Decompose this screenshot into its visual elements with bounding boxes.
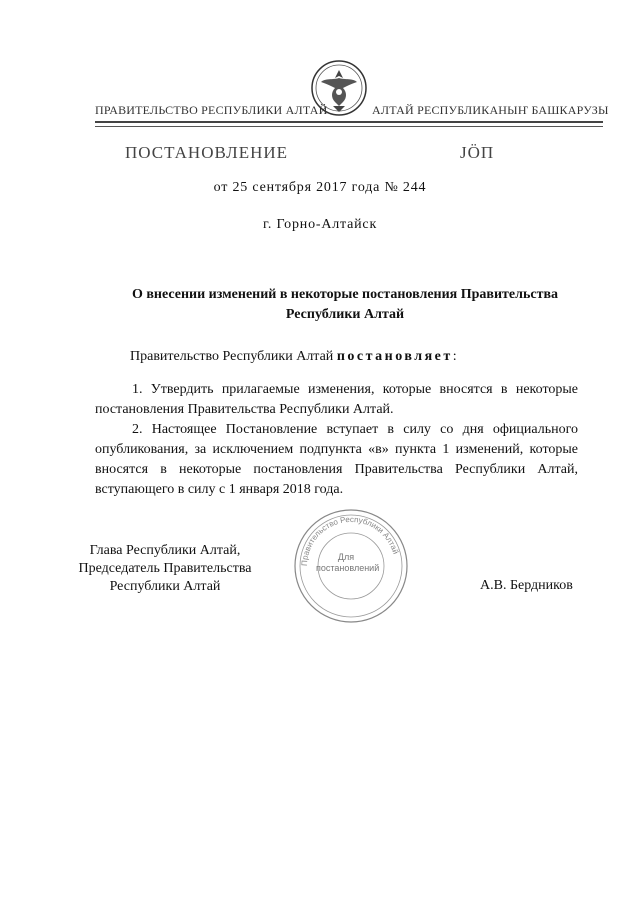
preamble-verb: постановляет — [336, 349, 453, 364]
header-rule — [95, 121, 603, 123]
paragraph-1: 1. Утвердить прилагаемые изменения, которые вносятся в некоторые постановления Правительства Республики Алтай. — [95, 382, 578, 417]
document-title: О внесении изменений в некоторые постановления Правительства Республики Алтай — [131, 287, 559, 322]
government-name-russian: ПРАВИТЕЛЬСТВО РЕСПУБЛИКИ АЛТАЙ — [95, 103, 328, 117]
stamp-inner-line: постановлений — [316, 563, 380, 573]
preamble-subject: Правительство Республики Алтай — [130, 349, 334, 364]
stamp-inner-text — [316, 552, 380, 574]
document-date-number: от 25 сентября 2017 года № 244 — [213, 180, 427, 195]
document-city: г. Горно-Алтайск — [262, 217, 378, 232]
government-name-altai: АЛТАЙ РЕСПУБЛИКАНЫҤ БАШКАРУЗЫ — [372, 103, 609, 117]
stamp-inner-line: Для — [337, 552, 355, 562]
document-type-altai: JÖП — [460, 143, 495, 162]
stamp-ring-text: Правительство Республики Алтай — [299, 514, 401, 567]
preamble — [130, 349, 457, 365]
document-type-russian: ПОСТАНОВЛЕНИЕ — [125, 143, 289, 162]
signatory-title — [60, 542, 270, 596]
paragraph-2: 2. Настоящее Постановление вступает в силу со дня официального опубликования, за исключением подпункта «в» пункта 1 изменений, которые вносятся в некоторые постановления Правительства Республики Алтай, вступающего в силу с 1 января 2018 года. — [95, 422, 578, 497]
header-rule-thin — [95, 126, 603, 127]
preamble-colon: : — [452, 349, 457, 364]
signatory-name: А.В. Бердников — [480, 578, 573, 593]
signatory-title-line: Республики Алтай — [109, 579, 221, 594]
signatory-title-line: Председатель Правительства — [78, 561, 252, 576]
signatory-title-line: Глава Республики Алтай, — [89, 543, 241, 558]
